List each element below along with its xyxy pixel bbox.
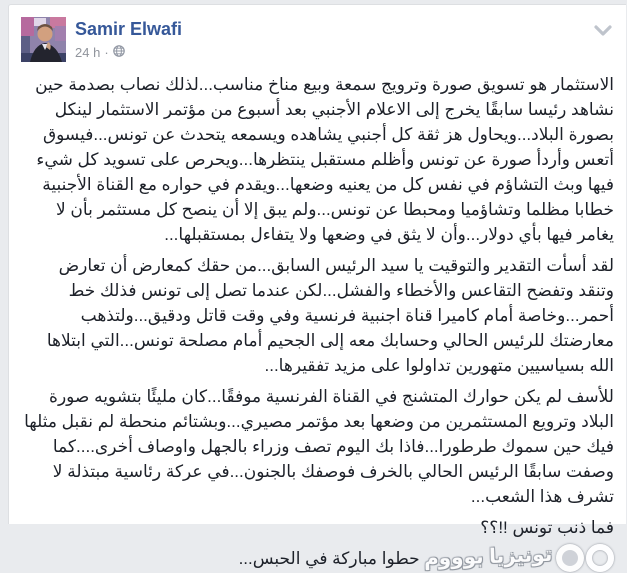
header-text	[75, 17, 182, 60]
post-meta	[75, 45, 182, 60]
post-paragraph: للأسف لم يكن حوارك المتشنج في القناة الفرنسية موفقًا...كان مليئًا بتشويه صورة البلاد وترويع المستثمرين من وضعها بعد مؤتمر مصيري...وبشتائم منحطة لم نقبل مثلها فيك حين سموك طرطورا...فاذا بك اليوم تصف وزراء بالجهل واوصاف أخرى....كما وصفت سابقًا الرئيس الحالي بالخرف فوصفك بالجنون...في عركة رئاسية مبتذلة لا تشرف هذا الشعب...	[24, 387, 614, 506]
post-header	[9, 5, 626, 70]
globe-icon	[113, 45, 125, 60]
author-avatar[interactable]	[21, 17, 66, 62]
watermark-ring-icon	[586, 544, 614, 572]
post-paragraph: فما ذنب تونس !!؟؟	[480, 518, 614, 537]
post-card	[8, 4, 626, 571]
post-paragraph-watermarked	[21, 543, 614, 573]
watermark-logo	[424, 545, 614, 571]
post-paragraph: لقد أسأت التقدير والتوقيت يا سيد الرئيس السابق...من حقك كمعارض أن تعارض وتنقد وتفضح التقاعس والأخطاء والفشل...لكن عندما تصل إلى تونس فذلك خط أحمر...وخاصة أمام كاميرا قناة اجنبية فرنسية وفي وقت قاتل ودقيق...ولتذهب معارضتك للرئيس الحالي وحسابك معه إلى الجحيم أمام مصلحة تونس...التي ابتلاها الله بسياسيين متهورين تداولوا على مزيد تفقيرها...	[46, 256, 614, 375]
timestamp-link[interactable]: 24 h	[75, 44, 101, 60]
chevron-down-icon	[594, 25, 612, 36]
post-paragraph-text: حطوا مباركة في الحبس...	[238, 549, 420, 568]
avatar-photo	[21, 17, 66, 62]
post-paragraph: الاستثمار هو تسويق صورة وترويج سمعة وبيع مناخ مناسب...لذلك نصاب بصدمة حين نشاهد رئيسا سابقًا يخرج إلى الاعلام الأجنبي بعد أسبوع من مؤتمر الاستثمار لينكل بصورة البلاد...ويحاول هز ثقة كل أجنبي يشاهده ويسمعه يتحدث عن تونس...فيسوق أتعس وأردأ صورة عن تونس وأظلم مستقبل ينتظرها...ويحرص على تسويد كل شيء فيها وبث التشاؤم في نفس كل من يعنيه وضعها...ويقدم في حواره مع القناة الأجنبية خطابا مظلما وتشاؤميا ومحبطا عن تونس...ولم يبق إلا أن ينصح كل مستثمر بأن لا يغامر فيها بأي دولار...وأن لا يثق في وضعها ولا يتفاءل بمستقبلها...	[35, 75, 614, 244]
post-menu-button[interactable]	[592, 19, 614, 41]
post-body	[9, 70, 626, 573]
watermark-dot-icon	[556, 544, 584, 572]
watermark-text: تونيزيا بوووم	[423, 543, 553, 571]
meta-separator: ·	[104, 44, 109, 60]
author-name-link[interactable]: Samir Elwafi	[75, 19, 183, 39]
